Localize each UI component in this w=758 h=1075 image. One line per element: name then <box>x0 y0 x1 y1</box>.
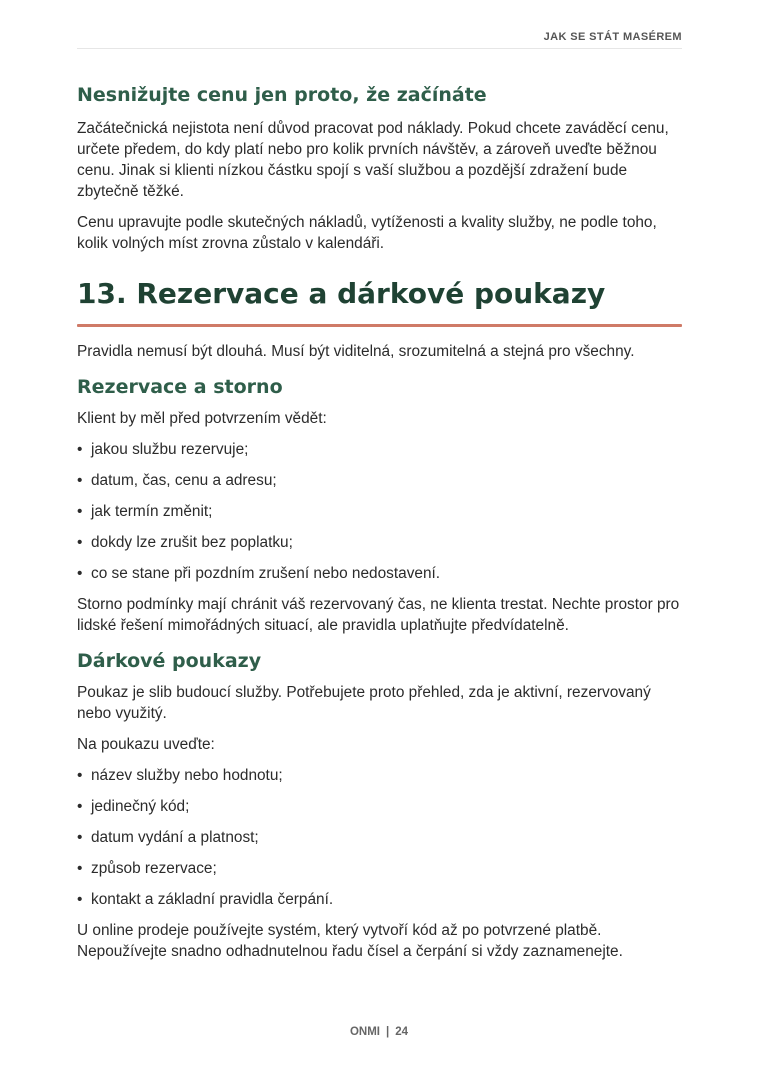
bullet-icon: • <box>77 472 83 489</box>
list-item <box>77 889 683 910</box>
list-item <box>77 796 683 817</box>
list-item-text: název služby nebo hodnotu; <box>91 767 283 784</box>
paragraph: Cenu upravujte podle skutečných nákladů, vytíženosti a kvality služby, ne podle toho, kolik volných míst zrovna zůstalo v kalendáři. <box>77 214 657 252</box>
list-item <box>77 858 683 879</box>
page-content <box>77 82 683 962</box>
bullet-icon: • <box>77 767 83 784</box>
bullet-icon: • <box>77 798 83 815</box>
list-item-text: datum, čas, cenu a adresu; <box>91 472 277 489</box>
list-item <box>77 765 683 786</box>
list-item-text: způsob rezervace; <box>91 860 217 877</box>
list-item <box>77 563 683 584</box>
page-number: 24 <box>395 1026 409 1038</box>
paragraph: Klient by měl před potvrzením vědět: <box>77 410 327 427</box>
list-item-text: jedinečný kód; <box>91 798 190 815</box>
section-heading-pricing: Nesnižujte cenu jen proto, že začínáte <box>77 84 487 106</box>
list-item <box>77 532 683 553</box>
list-item-text: jakou službu rezervuje; <box>91 441 249 458</box>
list-item <box>77 501 683 522</box>
chapter-intro: Pravidla nemusí být dlouhá. Musí být viditelná, srozumitelná a stejná pro všechny. <box>77 343 635 360</box>
bullet-icon: • <box>77 503 83 520</box>
bullet-icon: • <box>77 534 83 551</box>
bullet-icon: • <box>77 565 83 582</box>
paragraph: Na poukazu uveďte: <box>77 736 215 753</box>
list-item-text: datum vydání a platnost; <box>91 829 259 846</box>
list-item <box>77 470 683 491</box>
paragraph: Storno podmínky mají chránit váš rezervovaný čas, ne klienta trestat. Nechte prostor pro lidské řešení mimořádných situací, ale pravidla uplatňujte předvídatelně. <box>77 596 680 634</box>
list-item-text: kontakt a základní pravidla čerpání. <box>91 891 334 908</box>
chapter-title: 13. Rezervace a dárkové poukazy <box>77 277 606 310</box>
chapter-divider <box>77 324 682 327</box>
bullet-icon: • <box>77 441 83 458</box>
list-item-text: jak termín změnit; <box>91 503 213 520</box>
running-header: JAK SE STÁT MASÉREM <box>543 31 682 43</box>
header-divider <box>77 48 682 49</box>
footer-separator: | <box>386 1026 390 1038</box>
section-heading-vouchers: Dárkové poukazy <box>77 650 262 672</box>
section-heading-booking: Rezervace a storno <box>77 376 283 398</box>
page-footer <box>0 1026 758 1038</box>
paragraph: U online prodeje používejte systém, který vytvoří kód až po potvrzené platbě. Nepoužívejte snadno odhadnutelnou řadu čísel a čerpání si vždy zaznamenejte. <box>77 922 623 960</box>
list-item-text: co se stane při pozdním zrušení nebo nedostavení. <box>91 565 441 582</box>
booking-list <box>77 439 683 584</box>
list-item-text: dokdy lze zrušit bez poplatku; <box>91 534 293 551</box>
bullet-icon: • <box>77 860 83 877</box>
paragraph: Poukaz je slib budoucí služby. Potřebujete proto přehled, zda je aktivní, rezervovaný nebo využitý. <box>77 684 651 722</box>
bullet-icon: • <box>77 829 83 846</box>
voucher-list <box>77 765 683 910</box>
bullet-icon: • <box>77 891 83 908</box>
footer-brand: ONMI <box>349 1026 380 1038</box>
list-item <box>77 827 683 848</box>
paragraph: Začátečnická nejistota není důvod pracovat pod náklady. Pokud chcete zaváděcí cenu, určete předem, do kdy platí nebo pro kolik prvních návštěv, a zároveň uveďte běžnou cenu. Jinak si klienti nízkou částku spojí s vaší službou a pozdější zdražení bude zbytečně těžké. <box>77 120 669 200</box>
list-item <box>77 439 683 460</box>
